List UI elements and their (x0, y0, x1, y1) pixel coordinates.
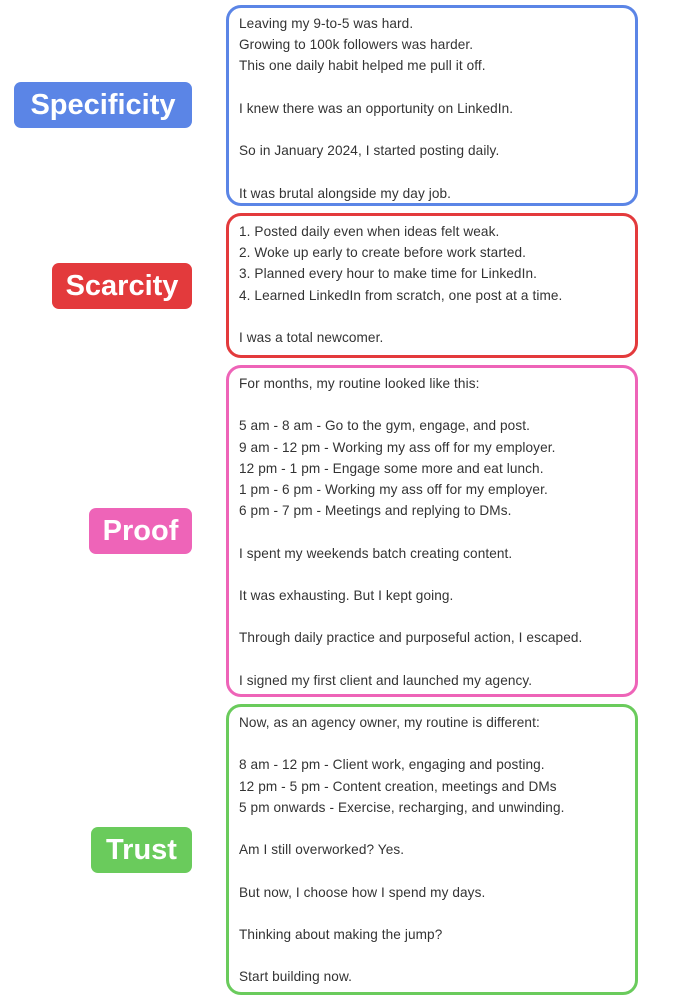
scarcity-text-line: I was a total newcomer. (239, 329, 384, 345)
specificity-text-line: Leaving my 9-to-5 was hard. (239, 16, 414, 31)
proof-text-line: I spent my weekends batch creating content. (239, 545, 513, 561)
scarcity-label: Scarcity (52, 263, 192, 309)
specificity-text-line: Growing to 100k followers was harder. (239, 37, 474, 53)
blank-line (239, 77, 635, 98)
trust-label: Trust (91, 827, 192, 873)
proof-text-line: I signed my first client and launched my agency. (239, 672, 533, 688)
proof-text-line: It was exhausting. But I kept going. (239, 587, 454, 603)
proof-text-box (226, 365, 638, 697)
trust-text-line: 12 pm - 5 pm - Content creation, meetings and DMs (239, 778, 557, 794)
proof-text-line: 12 pm - 1 pm - Engage some more and eat lunch. (239, 460, 544, 476)
blank-line (239, 161, 635, 182)
blank-line (239, 945, 635, 966)
scarcity-text-line: 3. Planned every hour to make time for LinkedIn. (239, 266, 537, 282)
specificity-text-box (226, 5, 638, 206)
blank-line (239, 119, 635, 140)
trust-text-box (226, 704, 638, 995)
trust-text-line: 5 pm onwards - Exercise, recharging, and unwinding. (239, 799, 565, 815)
blank-line (239, 394, 635, 415)
blank-line (239, 306, 635, 327)
scarcity-text-line: 4. Learned LinkedIn from scratch, one post at a time. (239, 287, 563, 303)
blank-line (239, 818, 635, 839)
proof-text-line: 5 am - 8 am - Go to the gym, engage, and post. (239, 418, 530, 434)
scarcity-text-box (226, 213, 638, 358)
specificity-label: Specificity (14, 82, 192, 128)
blank-line (239, 733, 635, 754)
blank-line (239, 521, 635, 542)
trust-text-line: Now, as an agency owner, my routine is different: (239, 715, 540, 730)
scarcity-text-line: 2. Woke up early to create before work started. (239, 245, 527, 261)
trust-text-line: Am I still overworked? Yes. (239, 842, 405, 858)
blank-line (239, 860, 635, 881)
blank-line (239, 564, 635, 585)
proof-text-line: Through daily practice and purposeful action, I escaped. (239, 630, 583, 646)
trust-text-line: Start building now. (239, 969, 352, 985)
specificity-text-line: This one daily habit helped me pull it off. (239, 58, 486, 74)
trust-text-line: But now, I choose how I spend my days. (239, 884, 486, 900)
proof-label: Proof (89, 508, 192, 554)
proof-text-line: 6 pm - 7 pm - Meetings and replying to DMs. (239, 503, 512, 519)
blank-line (239, 903, 635, 924)
proof-text-line: For months, my routine looked like this: (239, 376, 480, 391)
trust-text-line: Thinking about making the jump? (239, 926, 443, 942)
blank-line (239, 606, 635, 627)
specificity-text-line: So in January 2024, I started posting daily. (239, 143, 500, 159)
trust-text-line: 8 am - 12 pm - Client work, engaging and posting. (239, 757, 545, 773)
specificity-text-line: I knew there was an opportunity on LinkedIn. (239, 100, 514, 116)
scarcity-text-line: 1. Posted daily even when ideas felt weak. (239, 224, 500, 239)
proof-text-line: 1 pm - 6 pm - Working my ass off for my employer. (239, 481, 548, 497)
blank-line (239, 648, 635, 669)
proof-text-line: 9 am - 12 pm - Working my ass off for my employer. (239, 439, 556, 455)
specificity-text-line: It was brutal alongside my day job. (239, 185, 452, 201)
